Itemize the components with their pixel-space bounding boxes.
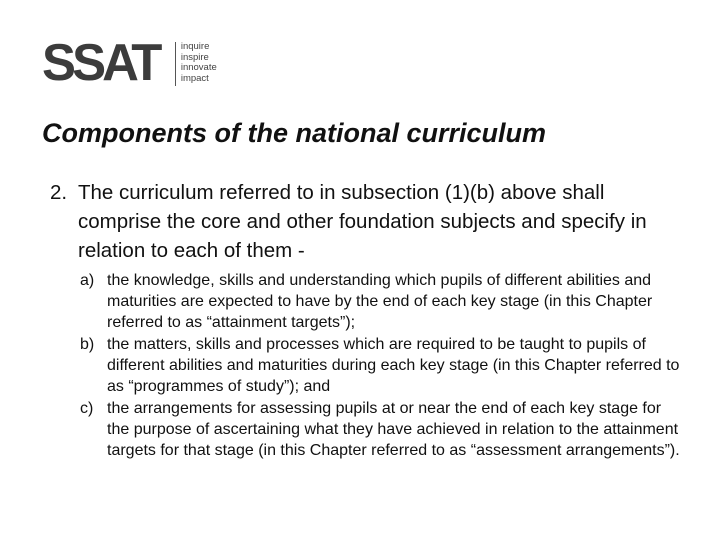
logo-tagline: impact [180, 72, 209, 84]
list-item [80, 398, 680, 461]
item-label: c) [80, 400, 94, 417]
logo-wordmark: SSAT [42, 34, 159, 92]
page-title: Components of the national curriculum [42, 118, 547, 148]
logo-divider [175, 42, 176, 86]
clause-2 [50, 178, 690, 265]
ssat-logo [42, 34, 217, 92]
item-label: a) [80, 272, 95, 289]
item-text: the matters, skills and processes which are required to be taught to pupils of different abilities and maturities during each key stage (in this Chapter referred to as “programmes of study”); and [107, 336, 680, 395]
item-text: the arrangements for assessing pupils at or near the end of each key stage for the purpose of ascertaining what they have achieved in relation to the attainment targets for that stage (in this Chapter referred to as “assessment arrangements”). [107, 400, 680, 459]
item-text: the knowledge, skills and understanding which pupils of different abilities and maturities are expected to have by the end of each key stage (in this Chapter referred to as “attainment targets”); [107, 272, 653, 331]
logo-tagline: inspire [180, 51, 209, 63]
clause-number: 2. [50, 181, 68, 204]
clause-text: The curriculum referred to in subsection (1)(b) above shall comprise the core and other foundation subjects and specify in relation to each of them - [78, 181, 647, 262]
list-item [80, 334, 680, 397]
logo-tagline: inquire [180, 41, 210, 52]
list-item [80, 270, 680, 333]
logo-tagline: innovate [180, 62, 217, 73]
item-label: b) [80, 336, 95, 353]
logo-taglines [181, 42, 217, 84]
sub-item-list [80, 270, 680, 462]
